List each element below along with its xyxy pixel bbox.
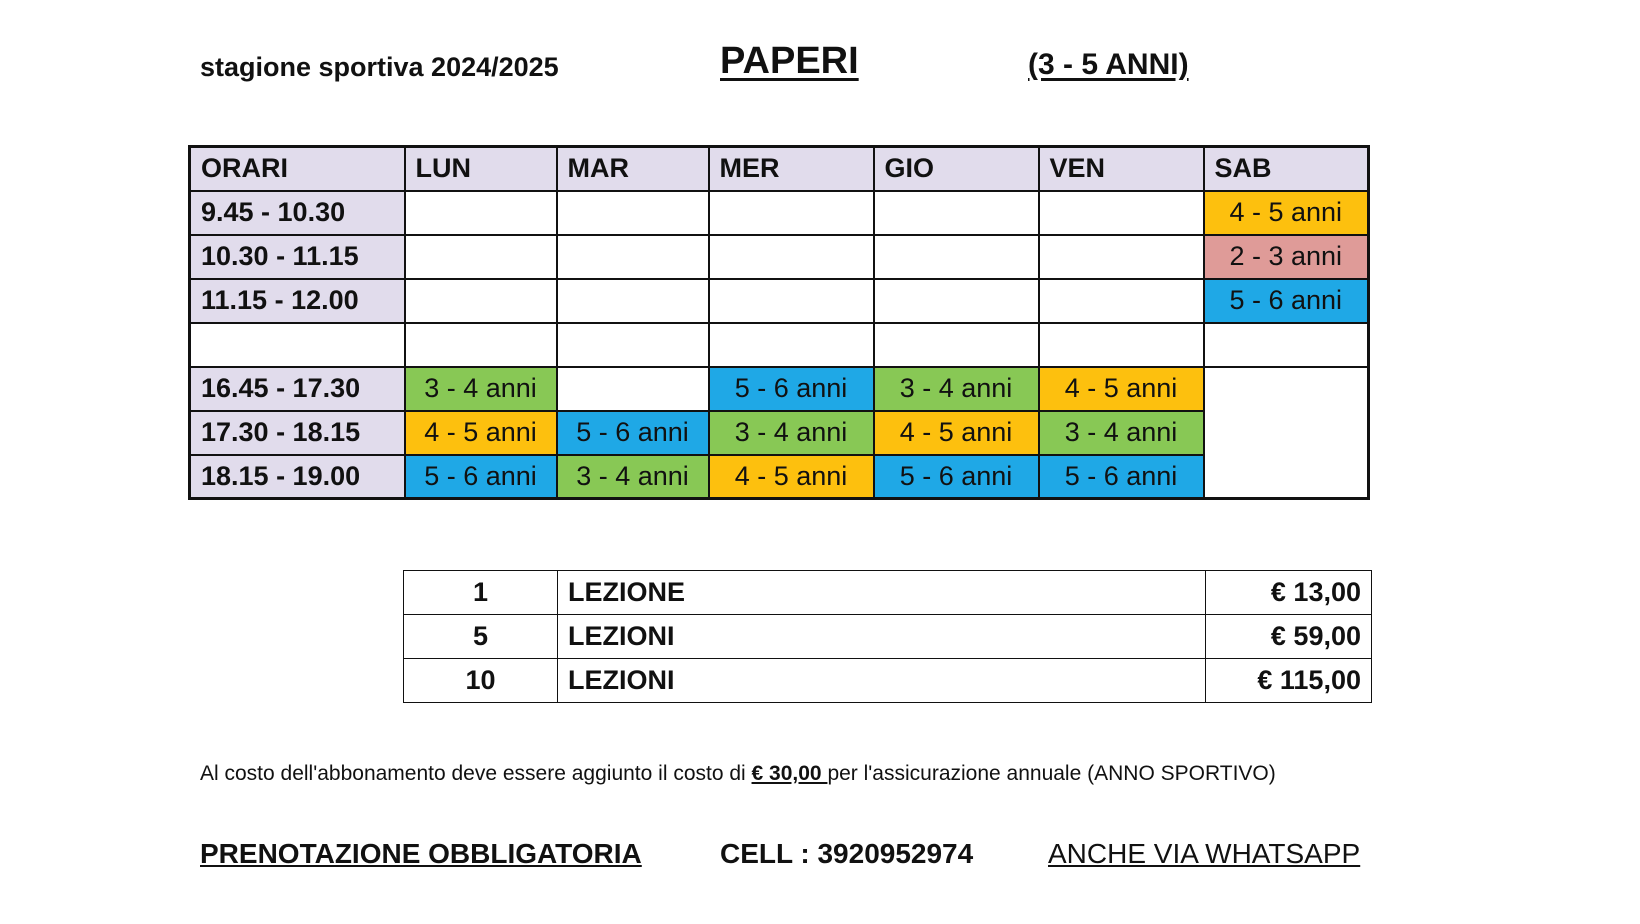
price-value: € 115,00 bbox=[1206, 659, 1372, 703]
schedule-table bbox=[188, 145, 1370, 500]
schedule-cell bbox=[405, 191, 557, 235]
schedule-row bbox=[190, 367, 1369, 411]
schedule-cell bbox=[709, 235, 874, 279]
price-row bbox=[404, 659, 1372, 703]
schedule-cell: 4 - 5 anni bbox=[1039, 367, 1204, 411]
schedule-cell bbox=[1204, 323, 1369, 367]
time-slot: 11.15 - 12.00 bbox=[190, 279, 405, 323]
note-text-after: per l'assicurazione annuale (ANNO SPORTIVO) bbox=[827, 762, 1276, 785]
saturday-afternoon-empty-cell bbox=[1204, 367, 1369, 499]
schedule-cell: 5 - 6 anni bbox=[405, 455, 557, 499]
schedule-cell bbox=[709, 191, 874, 235]
season-label: stagione sportiva 2024/2025 bbox=[200, 52, 559, 82]
booking-required-label: PRENOTAZIONE OBBLIGATORIA bbox=[200, 838, 642, 869]
column-header-mar: MAR bbox=[557, 147, 709, 191]
schedule-cell bbox=[874, 235, 1039, 279]
column-header-sab: SAB bbox=[1204, 147, 1369, 191]
insurance-amount: € 30,00 bbox=[751, 762, 828, 785]
whatsapp-label: ANCHE VIA WHATSAPP bbox=[1048, 838, 1361, 869]
schedule-cell: 5 - 6 anni bbox=[1204, 279, 1369, 323]
schedule-cell: 3 - 4 anni bbox=[405, 367, 557, 411]
schedule-cell bbox=[1039, 279, 1204, 323]
schedule-cell bbox=[405, 323, 557, 367]
schedule-cell bbox=[405, 279, 557, 323]
schedule-row bbox=[190, 411, 1369, 455]
schedule-cell bbox=[557, 279, 709, 323]
schedule-cell: 5 - 6 anni bbox=[1039, 455, 1204, 499]
column-header-gio: GIO bbox=[874, 147, 1039, 191]
lesson-count: 10 bbox=[404, 659, 558, 703]
schedule-row bbox=[190, 455, 1369, 499]
schedule-cell: 4 - 5 anni bbox=[709, 455, 874, 499]
time-slot: 9.45 - 10.30 bbox=[190, 191, 405, 235]
column-header-lun: LUN bbox=[405, 147, 557, 191]
time-slot bbox=[190, 323, 405, 367]
insurance-note bbox=[200, 762, 1276, 786]
phone-number: CELL : 3920952974 bbox=[720, 838, 974, 869]
schedule-cell: 3 - 4 anni bbox=[709, 411, 874, 455]
time-slot: 17.30 - 18.15 bbox=[190, 411, 405, 455]
column-header-ven: VEN bbox=[1039, 147, 1204, 191]
schedule-cell bbox=[709, 279, 874, 323]
schedule-cell bbox=[874, 279, 1039, 323]
time-slot: 18.15 - 19.00 bbox=[190, 455, 405, 499]
price-row bbox=[404, 615, 1372, 659]
schedule-row bbox=[190, 191, 1369, 235]
lesson-count: 1 bbox=[404, 571, 558, 615]
schedule-cell bbox=[557, 367, 709, 411]
schedule-cell: 4 - 5 anni bbox=[405, 411, 557, 455]
lesson-label: LEZIONE bbox=[558, 571, 1206, 615]
age-range-label: (3 - 5 ANNI) bbox=[1028, 48, 1189, 81]
schedule-cell: 4 - 5 anni bbox=[1204, 191, 1369, 235]
column-header-mer: MER bbox=[709, 147, 874, 191]
schedule-cell: 3 - 4 anni bbox=[1039, 411, 1204, 455]
schedule-cell bbox=[709, 323, 874, 367]
note-text-before: Al costo dell'abbonamento deve essere aggiunto il costo di bbox=[200, 762, 752, 785]
schedule-cell bbox=[557, 323, 709, 367]
schedule-cell: 2 - 3 anni bbox=[1204, 235, 1369, 279]
schedule-cell: 3 - 4 anni bbox=[874, 367, 1039, 411]
schedule-cell bbox=[557, 191, 709, 235]
schedule-cell: 5 - 6 anni bbox=[557, 411, 709, 455]
price-value: € 59,00 bbox=[1206, 615, 1372, 659]
schedule-cell bbox=[1039, 191, 1204, 235]
price-table bbox=[403, 570, 1372, 703]
lesson-label: LEZIONI bbox=[558, 615, 1206, 659]
schedule-cell: 5 - 6 anni bbox=[874, 455, 1039, 499]
schedule-row bbox=[190, 235, 1369, 279]
price-row bbox=[404, 571, 1372, 615]
schedule-header-row bbox=[190, 147, 1369, 191]
schedule-cell bbox=[557, 235, 709, 279]
column-header-orari: ORARI bbox=[190, 147, 405, 191]
page-title: PAPERI bbox=[720, 40, 859, 82]
schedule-cell: 4 - 5 anni bbox=[874, 411, 1039, 455]
schedule-row bbox=[190, 279, 1369, 323]
time-slot: 16.45 - 17.30 bbox=[190, 367, 405, 411]
time-slot: 10.30 - 11.15 bbox=[190, 235, 405, 279]
schedule-cell bbox=[1039, 323, 1204, 367]
price-value: € 13,00 bbox=[1206, 571, 1372, 615]
schedule-cell: 3 - 4 anni bbox=[557, 455, 709, 499]
schedule-cell bbox=[1039, 235, 1204, 279]
lesson-label: LEZIONI bbox=[558, 659, 1206, 703]
schedule-cell: 5 - 6 anni bbox=[709, 367, 874, 411]
lesson-count: 5 bbox=[404, 615, 558, 659]
schedule-cell bbox=[874, 323, 1039, 367]
schedule-cell bbox=[405, 235, 557, 279]
schedule-cell bbox=[874, 191, 1039, 235]
schedule-row bbox=[190, 323, 1369, 367]
